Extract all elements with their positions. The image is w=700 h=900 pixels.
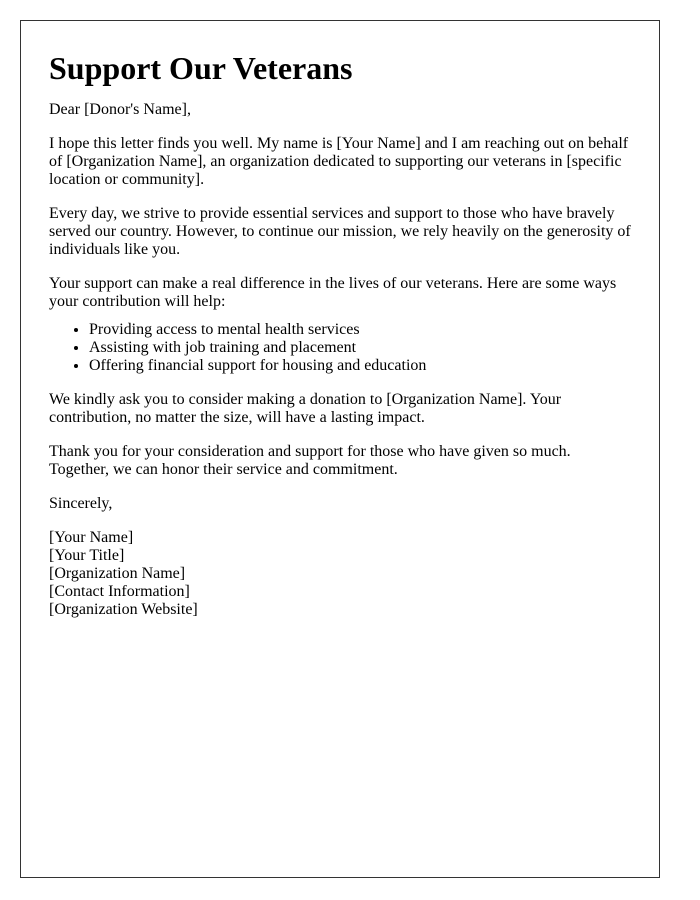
signoff: Sincerely, — [49, 495, 113, 512]
signature-contact: [Contact Information] — [49, 583, 190, 600]
intro-paragraph: I hope this letter finds you well. My name is [Your Name] and I am reaching out on behalf of [Organization Name], an organization dedicated to supporting our veterans in [specific location or community]. — [49, 135, 629, 188]
list-item: • Offering financial support for housing and education — [89, 357, 631, 375]
signature-title: [Your Title] — [49, 547, 125, 564]
signature-name: [Your Name] — [49, 529, 134, 546]
support-paragraph: Your support can make a real difference in the lives of our veterans. Here are some ways your contribution will help: — [49, 275, 617, 310]
signature-website: [Organization Website] — [49, 601, 198, 618]
letter-title: Support Our Veterans — [49, 50, 353, 86]
donation-request-paragraph: We kindly ask you to consider making a donation to [Organization Name]. Your contribution, no matter the size, will have a lasting impact. — [49, 391, 562, 426]
salutation: Dear [Donor's Name], — [49, 101, 191, 118]
list-item: • Providing access to mental health services — [89, 321, 631, 339]
thank-you-paragraph: Thank you for your consideration and support for those who have given so much. Together, we can honor their service and commitment. — [49, 443, 571, 478]
signature-organization: [Organization Name] — [49, 565, 186, 582]
list-item: • Assisting with job training and placement — [89, 339, 631, 357]
mission-paragraph: Every day, we strive to provide essential services and support to those who have bravely served our country. However, to continue our mission, we rely heavily on the generosity of individuals like you. — [49, 205, 631, 258]
ways-list — [49, 321, 631, 375]
signature-block — [49, 529, 631, 619]
letter-page — [20, 20, 660, 878]
